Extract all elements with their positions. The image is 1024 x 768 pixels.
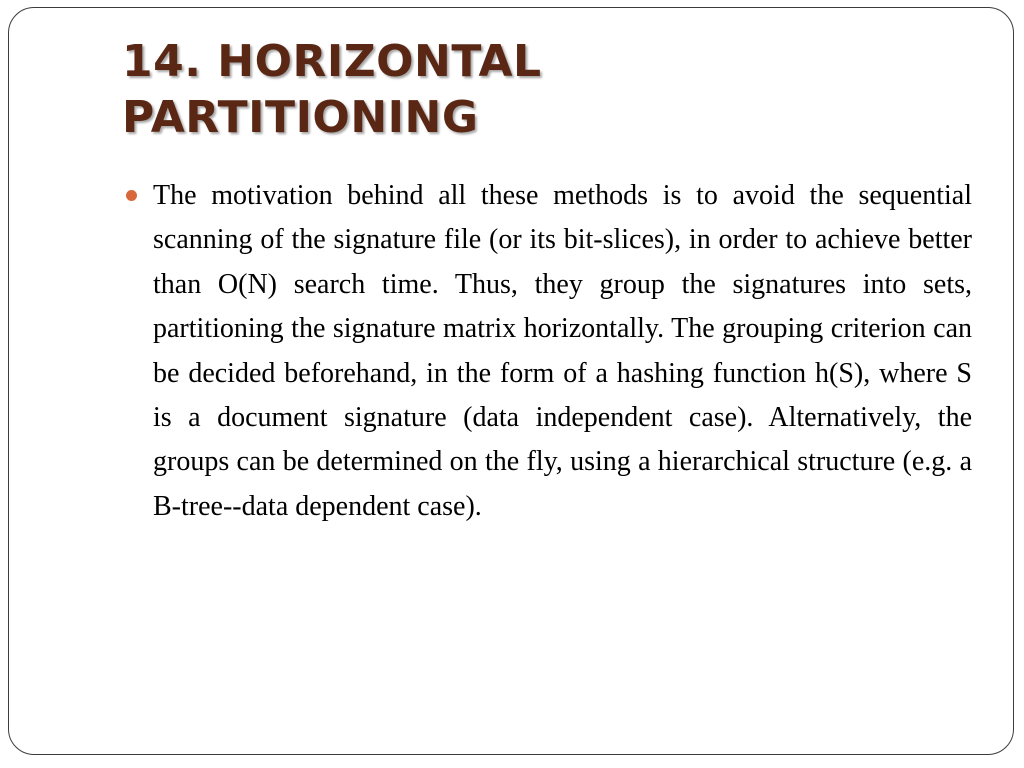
slide-frame [8, 7, 1014, 755]
bullet-text: The motivation behind all these methods is to avoid the sequential scanning of the signature file (or its bit-slices), in order to achieve better than O(N) search time. Thus, they group the signatures into sets, partitioning the signature matrix horizontally. The grouping criterion can be decided beforehand, in the form of a hashing function h(S), where S is a document signature (data independent case). Alternatively, the groups can be determined on the fly, using a hierarchical structure (e.g. a B-tree--data dependent case). [153, 180, 972, 522]
slide-title: 14. HORIZONTAL PARTITIONING [122, 36, 542, 143]
bullet-item [126, 174, 972, 529]
bullet-list [126, 174, 972, 529]
bullet-dot-icon [126, 190, 137, 201]
